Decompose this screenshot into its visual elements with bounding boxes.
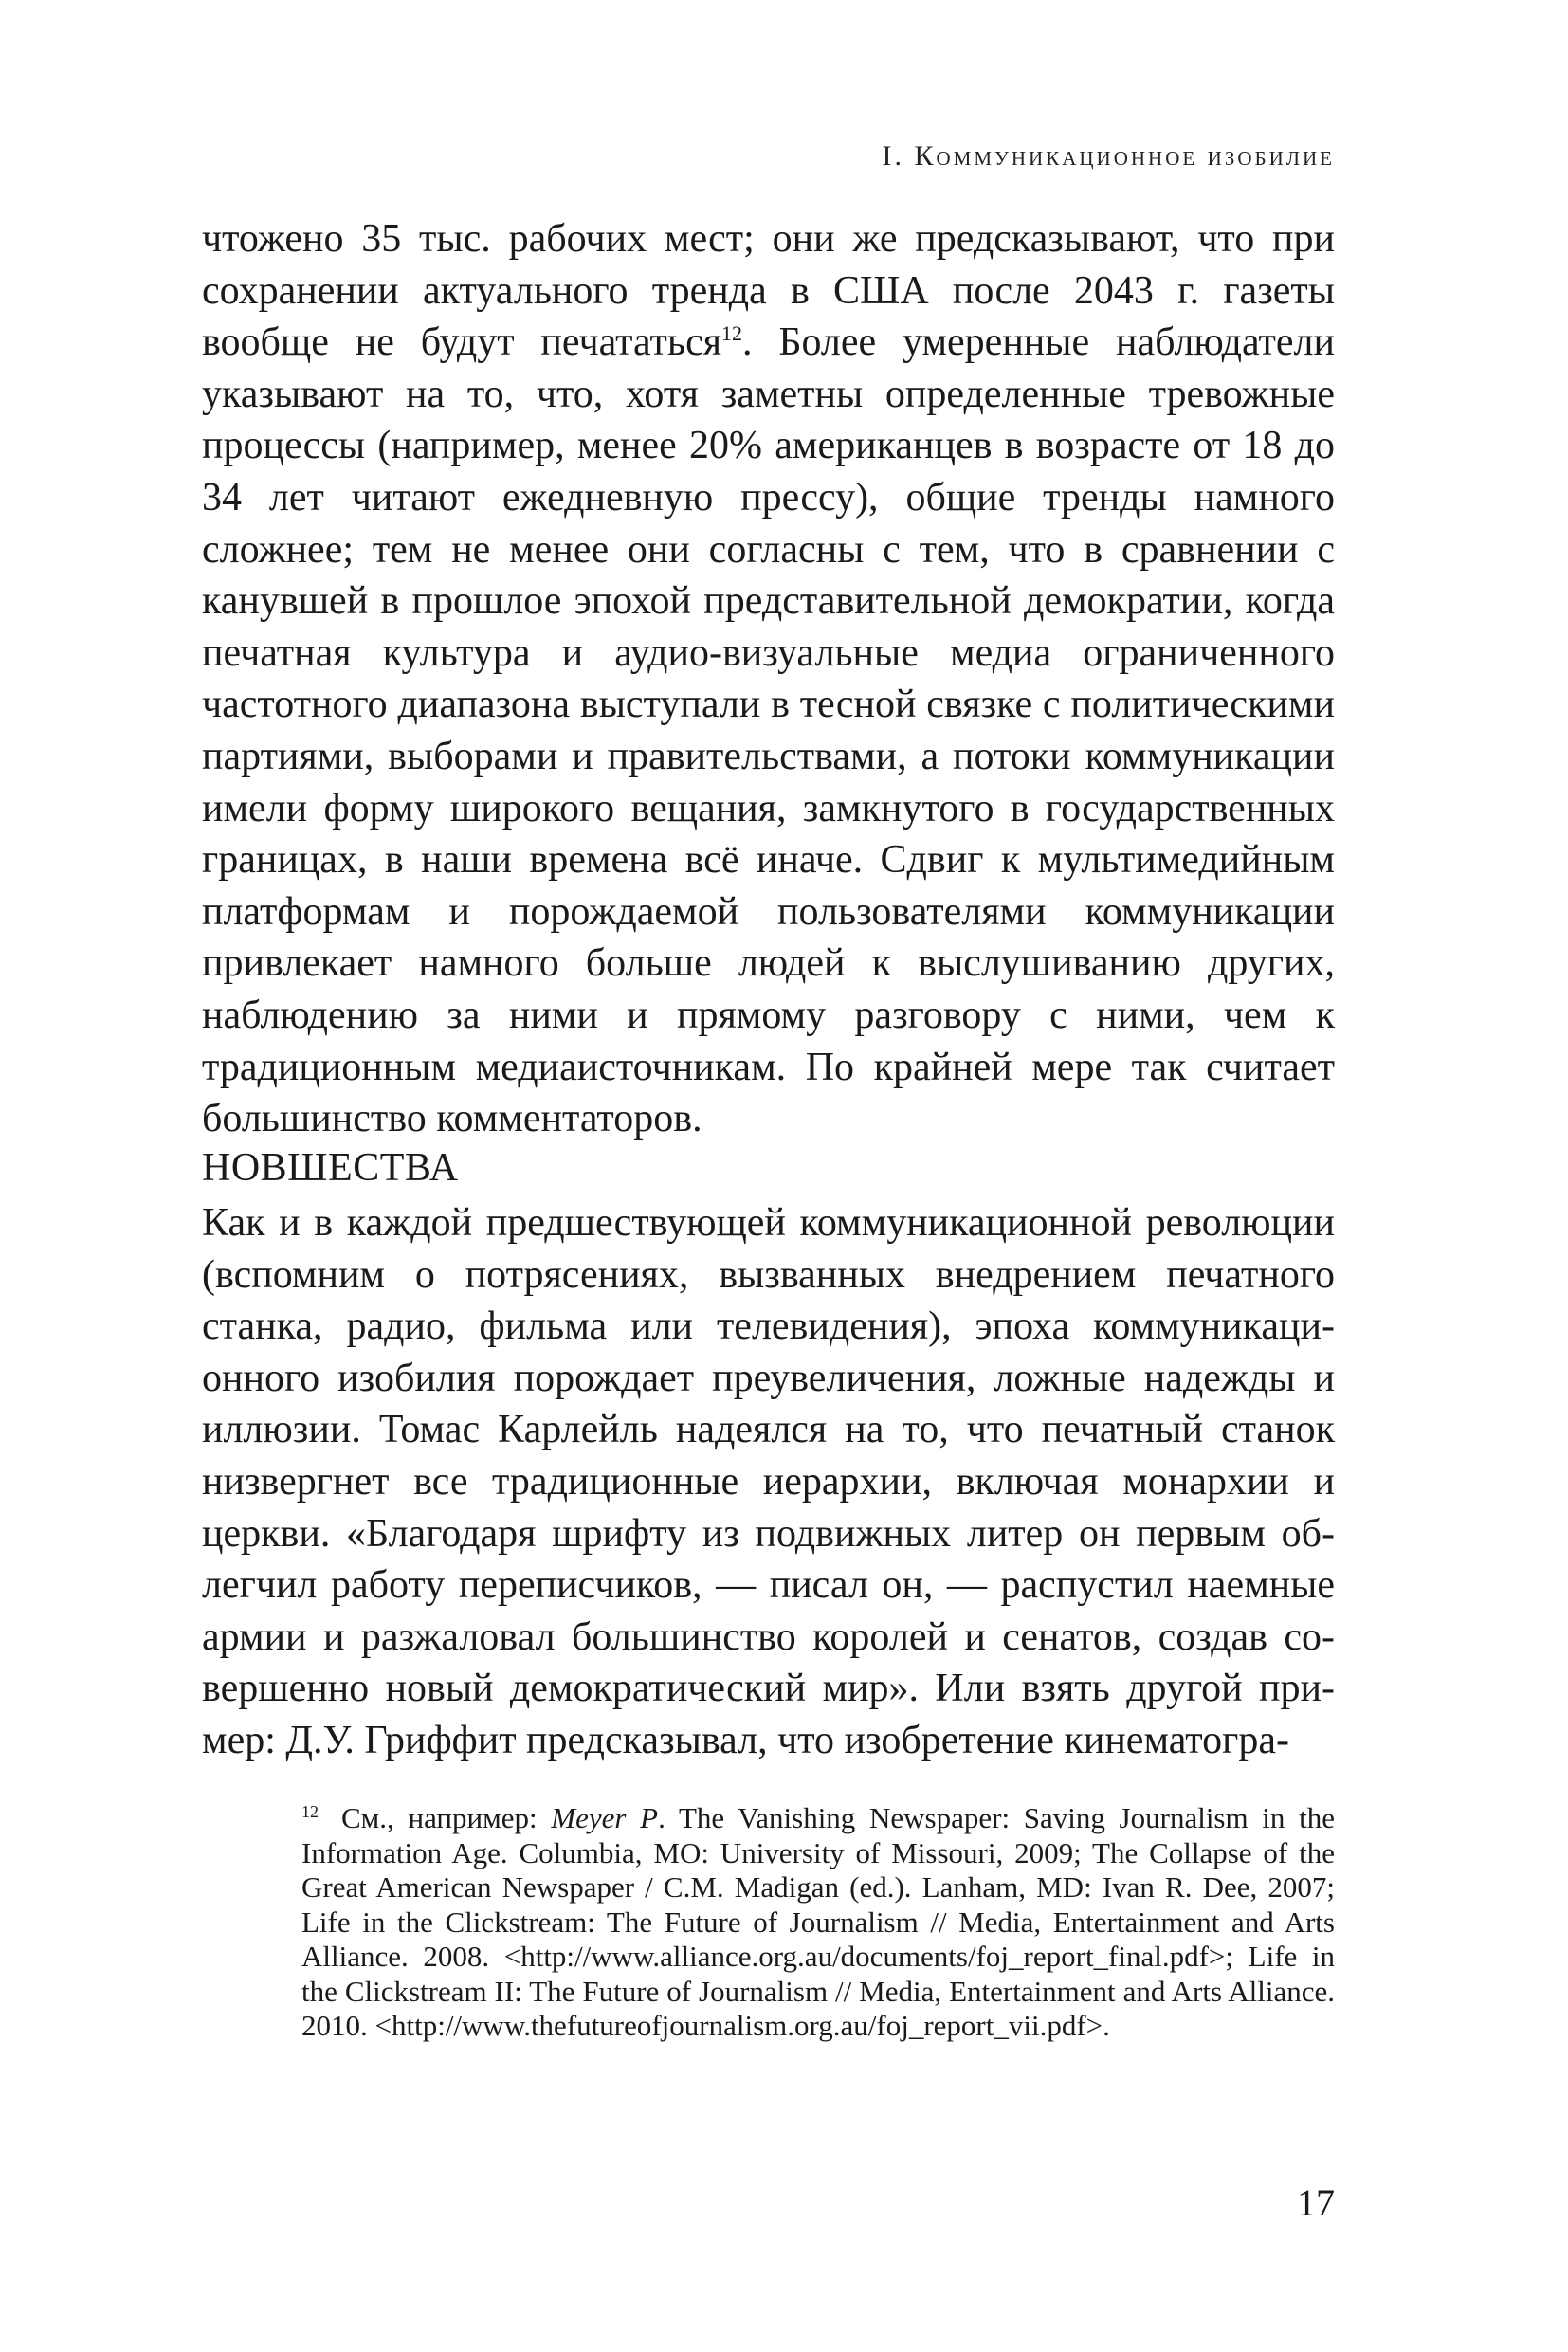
body-paragraph-2: Как и в каждой предшествующей коммуникационной революции (вспомним о потрясениях, вызванных внедрением печатного станка, радио, фильма или телевидения), эпоха коммуникационного изобилия порождает преувеличения, ложные надежды и иллюзии. Томас Карлейль надеялся на то, что печатный станок низвергнет все традиционные иерархии, включая монархии и церкви. «Благодаря шрифту из подвижных литер он первым облегчил работу переписчиков, — писал он, — распустил наемные армии и разжаловал большинство королей и сенатов, создав совершенно новый демократический мир». Или взять другой пример: Д.У. Гриффит предсказывал, что изобретение кинематогра- bbox=[202, 1201, 1335, 1762]
footnote-marker: 12 bbox=[301, 1801, 319, 1821]
paragraph-1-text: чтожено 35 тыс. рабочих мест; они же предсказывают, что при сохранении актуального тренда в США после 2043 г. газеты вообще не будут печататься bbox=[202, 217, 1335, 365]
paragraph-1-continuation: . Более умеренные наблюдатели указывают на то, что, хотя заметны определенные тревожные процессы (например, менее 20% американцев в возрасте от 18 до 34 лет читают ежедневную прессу), общие тренды намного сложнее; тем не менее они согласны с тем, что в сравнении с канувшей в прошлое эпохой представительной демократии, когда печатная культура и аудио-визуальные медиа ограниченного частотного диапазона выступали в тесной связке с политическими партиями, выборами и правительствами, а потоки коммуникации имели форму широкого вещания, замкнутого в государственных границах, в наши времена всё иначе. Сдвиг к мультимедийным платформам и порождаемой пользователями коммуникации привлекает намного больше людей к выслушиванию других, наблюдению за ними и прямому разговору с ними, чем к традиционным медиаисточникам. По крайней мере так считает большинство комментаторов. bbox=[202, 320, 1335, 1141]
footnote bbox=[301, 1801, 1335, 2044]
body-paragraph-1 bbox=[202, 213, 1335, 1145]
footnote-lead: См., например: bbox=[341, 1801, 552, 1834]
footnote-reference: 12 bbox=[721, 321, 743, 346]
footnote-author: Meyer P bbox=[551, 1801, 659, 1834]
page-number: 17 bbox=[1297, 2181, 1335, 2224]
running-head: I. Коммуникационное изобилие bbox=[882, 140, 1335, 172]
footnote-body: . The Vanishing Newspaper: Saving Journalism in the Information Age. Columbia, MO: University of Missouri, 2009; The Collapse of the Great American Newspaper / C.M. Madigan (ed.). Lanham, MD: Ivan R. Dee, 2007; Life in the Clickstream: The Future of Journalism // Media, Entertainment and Arts Alliance. 2008. <http://www.alliance.org.au/documents/foj_report_final.pdf>; Life in the Clickstream II: The Future of Journalism // Media, Entertainment and Arts Alliance. 2010. <http://www.thefutureofjournalism.org.au/foj_report_vii.pdf>. bbox=[301, 1801, 1335, 2042]
section-heading: НОВШЕСТВА bbox=[202, 1146, 459, 1190]
